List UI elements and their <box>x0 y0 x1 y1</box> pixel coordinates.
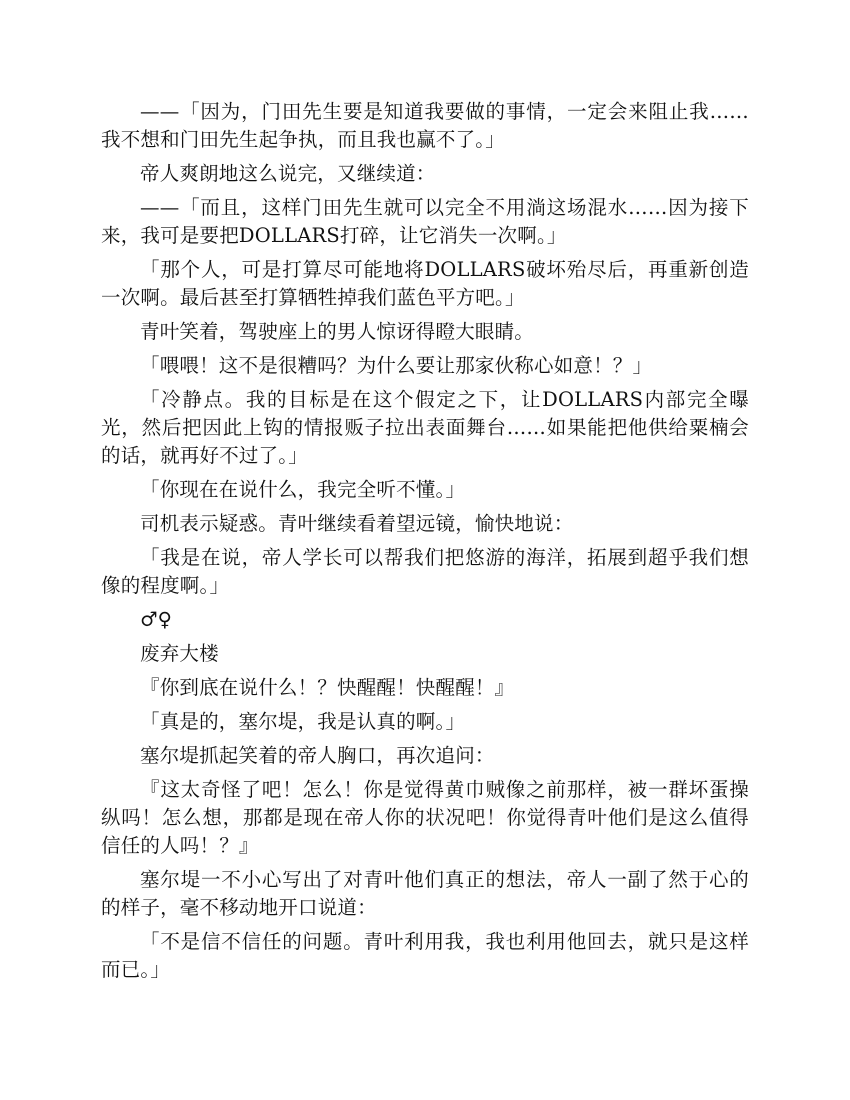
paragraph: 「不是信不信任的问题。青叶利用我，我也利用他回去，就只是这样而已。」 <box>101 930 749 981</box>
paragraph: 司机表示疑惑。青叶继续看着望远镜，愉快地说： <box>140 512 574 535</box>
paragraph: 「我是在说，帝人学长可以帮我们把悠游的海洋，拓展到超乎我们想像的程度啊。」 <box>101 546 749 597</box>
paragraph: 塞尔堤一不小心写出了对青叶他们真正的想法，帝人一副了然于心的的样子，毫不移动地开口说道： <box>101 868 749 919</box>
paragraph: ——「而且，这样门田先生就可以完全不用淌这场混水……因为接下来，我可是要把DOLLARS打碎，让它消失一次啊。」 <box>101 196 749 247</box>
paragraph: 帝人爽朗地这么说完，又继续道： <box>140 162 436 185</box>
paragraph: 塞尔堤抓起笑着的帝人胸口，再次追问： <box>140 744 495 767</box>
paragraph: 青叶笑着，驾驶座上的男人惊讶得瞪大眼睛。 <box>140 320 535 343</box>
paragraph: ——「因为，门田先生要是知道我要做的事情，一定会来阻止我……我不想和门田先生起争执，而且我也赢不了。」 <box>101 100 749 151</box>
paragraph: 「喂喂！这不是很糟吗？为什么要让那家伙称心如意！？」 <box>140 354 653 377</box>
scene-heading: 废弃大楼 <box>140 642 219 665</box>
paragraph: 「冷静点。我的目标是在这个假定之下，让DOLLARS内部完全曝光，然后把因此上钩的情报贩子拉出表面舞台……如果能把他供给粟楠会的话，就再好不过了。」 <box>101 388 749 467</box>
paragraph: 「真是的，塞尔堤，我是认真的啊。」 <box>140 710 466 733</box>
paragraph: 「你现在在说什么，我完全听不懂。」 <box>140 478 466 501</box>
paragraph: 『这太奇怪了吧！怎么！你是觉得黄巾贼像之前那样，被一群坏蛋操纵吗！怎么想，那都是现在帝人你的状况吧！你觉得青叶他们是这么值得信任的人吗！？』 <box>101 778 749 857</box>
scene-break: ♂♀ <box>140 608 173 631</box>
paragraph: 「那个人，可是打算尽可能地将DOLLARS破坏殆尽后，再重新创造一次啊。最后甚至打算牺牲掉我们蓝色平方吧。」 <box>101 258 749 309</box>
paragraph: 『你到底在说什么！？快醒醒！快醒醒！』 <box>140 676 515 699</box>
body-text <box>101 98 749 990</box>
